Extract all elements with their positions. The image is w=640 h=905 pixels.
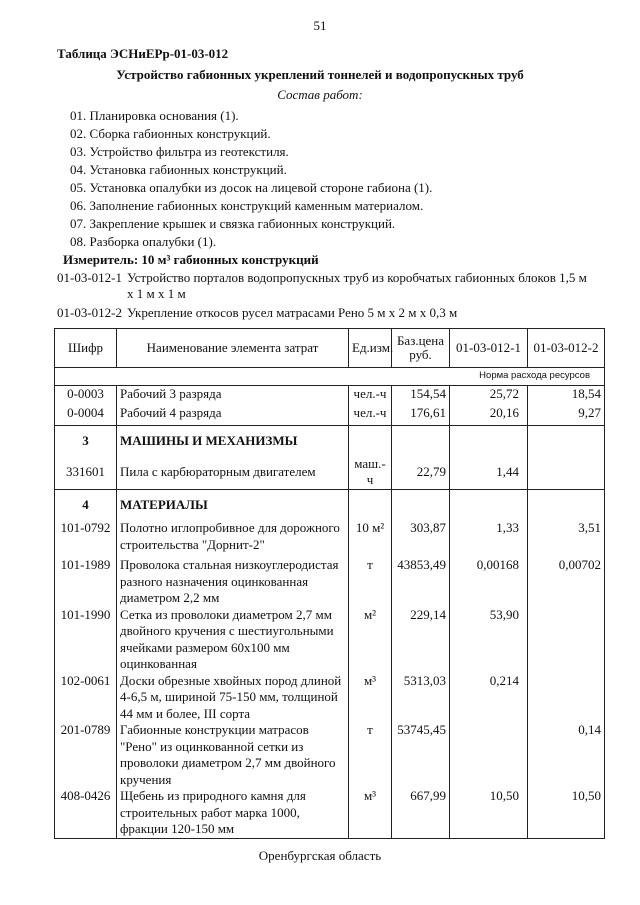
cell-v2 bbox=[528, 607, 605, 673]
cell-price bbox=[392, 426, 450, 456]
cell-unit: 10 м² bbox=[349, 520, 392, 557]
table-header-row bbox=[55, 329, 605, 368]
section-row bbox=[55, 489, 605, 520]
footer-region: Оренбургская область bbox=[258, 848, 382, 863]
cell-price bbox=[392, 489, 450, 520]
header-name: Наименование элемента затрат bbox=[117, 329, 349, 368]
cell-code: 3 bbox=[55, 426, 117, 456]
cell-v2: 10,50 bbox=[528, 788, 605, 838]
cell-name: Рабочий 3 разряда bbox=[117, 386, 349, 405]
work-item: 05. Установка опалубки из досок на лицевой стороне габиона (1). bbox=[70, 180, 433, 195]
cell-unit: маш.-ч bbox=[349, 456, 392, 490]
cell-v1: 1,44 bbox=[450, 456, 528, 490]
cell-name: Сетка из проволоки диаметром 2,7 мм двойного кручения с шестиугольными ячейками размером 60х100 мм оцинкованная bbox=[117, 607, 349, 673]
cell-v1: 0,00168 bbox=[450, 557, 528, 607]
cell-v2: 0,14 bbox=[528, 722, 605, 788]
cell-code: 408-0426 bbox=[55, 788, 117, 838]
meter: Измеритель: 10 м³ габионных конструкций bbox=[63, 252, 319, 267]
cell-price: 5313,03 bbox=[392, 673, 450, 723]
cell-v1 bbox=[450, 722, 528, 788]
table-row bbox=[55, 722, 605, 788]
cell-unit bbox=[349, 426, 392, 456]
cell-v2 bbox=[528, 426, 605, 456]
cell-code: 331601 bbox=[55, 456, 117, 490]
position-text: х 1 м х 1 м bbox=[127, 286, 186, 301]
cell-name: Щебень из природного камня для строительных работ марка 1000, фракции 120-150 мм bbox=[117, 788, 349, 838]
section-row bbox=[55, 426, 605, 456]
resource-table bbox=[54, 328, 605, 839]
cell-name: МАТЕРИАЛЫ bbox=[117, 489, 349, 520]
cell-price: 303,87 bbox=[392, 520, 450, 557]
work-title: Состав работ: bbox=[277, 87, 363, 102]
heading: Устройство габионных укреплений тоннелей и водопропускных труб bbox=[116, 67, 524, 82]
cell-price: 667,99 bbox=[392, 788, 450, 838]
cell-unit: м³ bbox=[349, 673, 392, 723]
cell-v1: 10,50 bbox=[450, 788, 528, 838]
table-row bbox=[55, 405, 605, 426]
cell-code: 201-0789 bbox=[55, 722, 117, 788]
cell-v2 bbox=[528, 489, 605, 520]
cell-name: Доски обрезные хвойных пород длиной 4-6,5 м, шириной 75-150 мм, толщиной 44 мм и более, III сорта bbox=[117, 673, 349, 723]
cell-unit: чел.-ч bbox=[349, 386, 392, 405]
work-item: 02. Сборка габионных конструкций. bbox=[70, 126, 271, 141]
page-number: 51 bbox=[313, 18, 327, 33]
cell-price: 43853,49 bbox=[392, 557, 450, 607]
table-row bbox=[55, 520, 605, 557]
cell-v1 bbox=[450, 489, 528, 520]
work-item: 07. Закрепление крышек и связка габионных конструкций. bbox=[70, 216, 396, 231]
cell-name: Габионные конструкции матрасов "Рено" из оцинкованной сетки из проволоки диаметром 2,7 мм двойного кручения bbox=[117, 722, 349, 788]
header-col1: 01-03-012-1 bbox=[450, 329, 528, 368]
cell-v2: 9,27 bbox=[528, 405, 605, 426]
cell-name: МАШИНЫ И МЕХАНИЗМЫ bbox=[117, 426, 349, 456]
table-row bbox=[55, 456, 605, 490]
header-col2: 01-03-012-2 bbox=[528, 329, 605, 368]
cell-v1 bbox=[450, 426, 528, 456]
cell-code: 101-1989 bbox=[55, 557, 117, 607]
cell-name: Рабочий 4 разряда bbox=[117, 405, 349, 426]
table-row bbox=[55, 557, 605, 607]
cell-unit: м³ bbox=[349, 788, 392, 838]
cell-name: Полотно иглопробивное для дорожного строительства "Дорнит-2" bbox=[117, 520, 349, 557]
cell-code: 4 bbox=[55, 489, 117, 520]
cell-v1: 0,214 bbox=[450, 673, 528, 723]
cell-v1: 20,16 bbox=[450, 405, 528, 426]
work-item: 08. Разборка опалубки (1). bbox=[70, 234, 217, 249]
cell-unit bbox=[349, 489, 392, 520]
work-item: 03. Устройство фильтра из геотекстиля. bbox=[70, 144, 289, 159]
work-item: 01. Планировка основания (1). bbox=[70, 108, 239, 123]
cell-unit: чел.-ч bbox=[349, 405, 392, 426]
cell-price: 154,54 bbox=[392, 386, 450, 405]
cell-price: 53745,45 bbox=[392, 722, 450, 788]
cell-code: 0-0004 bbox=[55, 405, 117, 426]
table-row bbox=[55, 386, 605, 405]
cell-code: 101-1990 bbox=[55, 607, 117, 673]
cell-code: 0-0003 bbox=[55, 386, 117, 405]
norm-row bbox=[55, 368, 605, 386]
cell-v1: 1,33 bbox=[450, 520, 528, 557]
table-row bbox=[55, 788, 605, 838]
header-unit: Ед.изм. bbox=[349, 329, 392, 368]
cell-v2: 0,00702 bbox=[528, 557, 605, 607]
cell-price: 229,14 bbox=[392, 607, 450, 673]
cell-price: 176,61 bbox=[392, 405, 450, 426]
cell-v2 bbox=[528, 456, 605, 490]
cell-price: 22,79 bbox=[392, 456, 450, 490]
work-item: 04. Установка габионных конструкций. bbox=[70, 162, 287, 177]
cell-unit: т bbox=[349, 557, 392, 607]
position-code: 01-03-012-1 bbox=[57, 270, 122, 285]
position-code: 01-03-012-2 bbox=[57, 305, 122, 320]
header-code: Шифр bbox=[55, 329, 117, 368]
cell-name: Проволока стальная низкоуглеродистая разного назначения оцинкованная диаметром 2,2 мм bbox=[117, 557, 349, 607]
cell-code: 101-0792 bbox=[55, 520, 117, 557]
cell-unit: т bbox=[349, 722, 392, 788]
table-row bbox=[55, 673, 605, 723]
cell-v2: 18,54 bbox=[528, 386, 605, 405]
cell-v2 bbox=[528, 673, 605, 723]
header-price: Баз.цена руб. bbox=[392, 329, 450, 368]
table-title: Таблица ЭСНиЕРр-01-03-012 bbox=[57, 46, 229, 61]
norm-label: Норма расхода ресурсов bbox=[55, 368, 605, 386]
work-item: 06. Заполнение габионных конструкций каменным материалом. bbox=[70, 198, 424, 213]
position-text: Укрепление откосов русел матрасами Рено 5 м х 2 м х 0,3 м bbox=[127, 305, 458, 320]
cell-code: 102-0061 bbox=[55, 673, 117, 723]
cell-name: Пила с карбюраторным двигателем bbox=[117, 456, 349, 490]
cell-v2: 3,51 bbox=[528, 520, 605, 557]
position-text: Устройство порталов водопропускных труб из коробчатых габионных блоков 1,5 м bbox=[127, 270, 587, 285]
cell-v1: 25,72 bbox=[450, 386, 528, 405]
cell-v1: 53,90 bbox=[450, 607, 528, 673]
table-row bbox=[55, 607, 605, 673]
cell-unit: м² bbox=[349, 607, 392, 673]
